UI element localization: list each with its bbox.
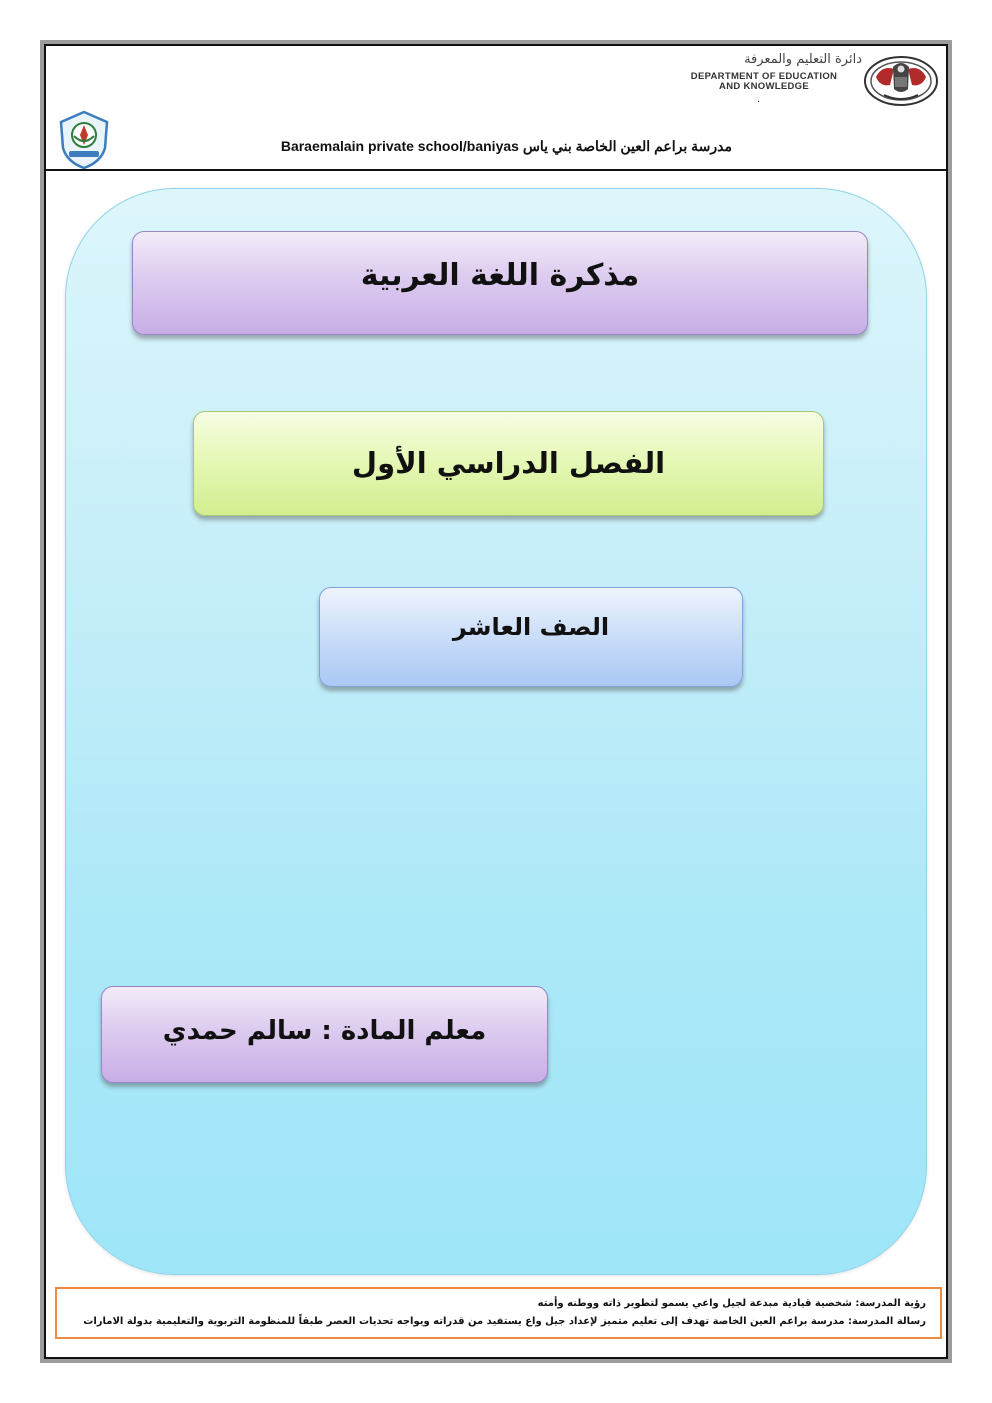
teacher-box: معلم المادة : سالم حمدي bbox=[101, 986, 548, 1083]
header-dot: · bbox=[757, 97, 761, 108]
school-shield-icon bbox=[57, 110, 111, 170]
subject-title-box: مذكرة اللغة العربية bbox=[132, 231, 868, 335]
department-name-english bbox=[664, 72, 864, 92]
cover-panel bbox=[65, 188, 927, 1275]
department-name-english-line2: AND KNOWLEDGE bbox=[719, 81, 809, 92]
falcon-emblem-icon bbox=[862, 55, 940, 107]
header-divider bbox=[46, 169, 946, 171]
footer-box bbox=[55, 1287, 942, 1339]
school-name: Baraemalain private school/baniyas مدرسة براعم العين الخاصة بني ياس bbox=[280, 138, 732, 154]
department-name-arabic: دائرة التعليم والمعرفة bbox=[744, 52, 862, 67]
grade-box: الصف العاشر bbox=[319, 587, 743, 687]
school-mission: رسالة المدرسة: مدرسة براعم العين الخاصة تهدف إلى تعليم متميز لإعداد جيل واع يستفيد من قدراته ويواجه تحديات العصر طبقاً للمنظومة التربوية والتعليمية بدولة الامارات bbox=[83, 1316, 926, 1327]
term-box: الفصل الدراسي الأول bbox=[193, 411, 824, 516]
school-vision: رؤية المدرسة: شخصية قيادية مبدعة لجيل واعي يسمو لتطوير ذاته ووطنه وأمته bbox=[537, 1298, 926, 1309]
department-name-english-line1: DEPARTMENT OF EDUCATION bbox=[690, 71, 838, 82]
